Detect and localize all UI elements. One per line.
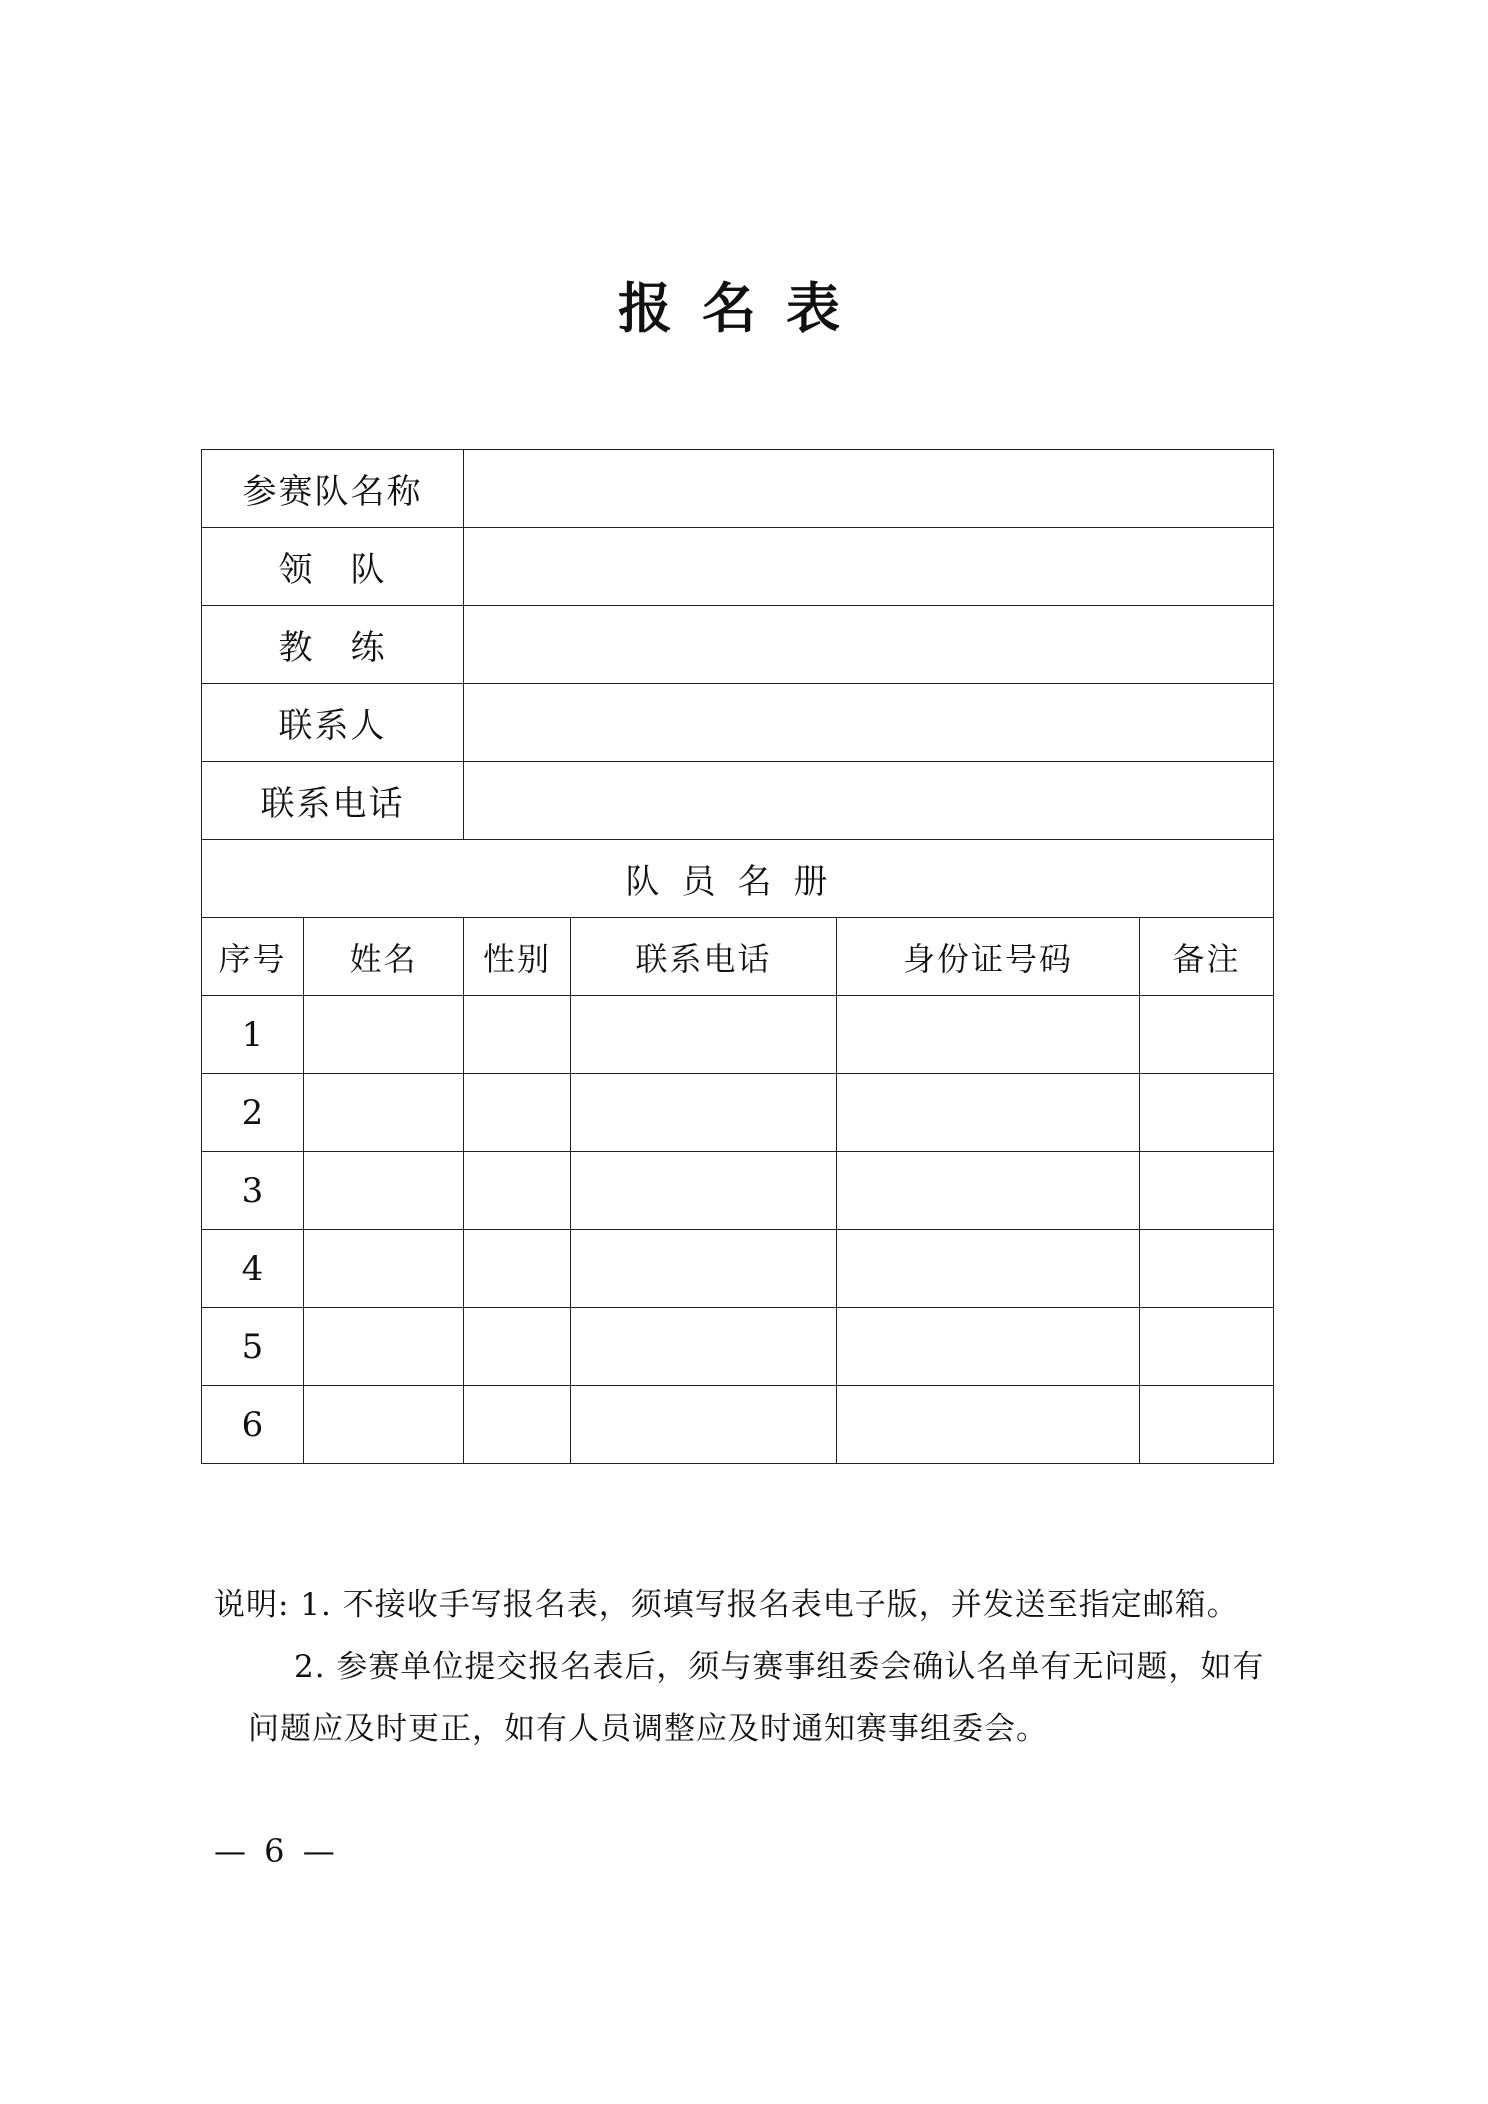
id-number-cell[interactable] xyxy=(837,1386,1140,1464)
info-row-leader xyxy=(202,528,1274,606)
gender-cell[interactable] xyxy=(464,1230,571,1308)
id-number-cell[interactable] xyxy=(837,1074,1140,1152)
row-index: 5 xyxy=(202,1308,304,1386)
header-phone: 联系电话 xyxy=(571,918,837,996)
phone-cell[interactable] xyxy=(571,1074,837,1152)
table-row xyxy=(202,1308,1274,1386)
header-id-number: 身份证号码 xyxy=(837,918,1140,996)
contact-label: 联系人 xyxy=(202,684,464,762)
leader-label: 领 队 xyxy=(202,528,464,606)
note-line-2: 2. 参赛单位提交报名表后，须与赛事组委会确认名单有无问题，如有 xyxy=(294,1649,1265,1685)
name-cell[interactable] xyxy=(304,1308,464,1386)
page-number: — 6 — xyxy=(214,1832,339,1870)
remarks-cell[interactable] xyxy=(1140,1308,1274,1386)
info-row-contact xyxy=(202,684,1274,762)
remarks-cell[interactable] xyxy=(1140,996,1274,1074)
name-cell[interactable] xyxy=(304,1386,464,1464)
coach-field[interactable] xyxy=(464,606,1274,684)
team-name-field[interactable] xyxy=(464,450,1274,528)
gender-cell[interactable] xyxy=(464,1308,571,1386)
phone-label: 联系电话 xyxy=(202,762,464,840)
header-name: 姓名 xyxy=(304,918,464,996)
remarks-cell[interactable] xyxy=(1140,1074,1274,1152)
header-index: 序号 xyxy=(202,918,304,996)
info-row-phone xyxy=(202,762,1274,840)
gender-cell[interactable] xyxy=(464,1386,571,1464)
remarks-cell[interactable] xyxy=(1140,1152,1274,1230)
gender-cell[interactable] xyxy=(464,1152,571,1230)
row-index: 6 xyxy=(202,1386,304,1464)
phone-cell[interactable] xyxy=(571,1386,837,1464)
phone-cell[interactable] xyxy=(571,996,837,1074)
remarks-cell[interactable] xyxy=(1140,1386,1274,1464)
roster-title-row xyxy=(202,840,1274,918)
gender-cell[interactable] xyxy=(464,996,571,1074)
id-number-cell[interactable] xyxy=(837,996,1140,1074)
table-row xyxy=(202,1230,1274,1308)
table-row xyxy=(202,1152,1274,1230)
info-row-team-name xyxy=(202,450,1274,528)
phone-cell[interactable] xyxy=(571,1308,837,1386)
form-title: 报名表 xyxy=(618,276,870,340)
note-line-3: 问题应及时更正，如有人员调整应及时通知赛事组委会。 xyxy=(248,1711,1048,1747)
coach-label: 教 练 xyxy=(202,606,464,684)
name-cell[interactable] xyxy=(304,1152,464,1230)
roster-header-row xyxy=(202,918,1274,996)
row-index: 4 xyxy=(202,1230,304,1308)
team-name-label: 参赛队名称 xyxy=(202,450,464,528)
id-number-cell[interactable] xyxy=(837,1230,1140,1308)
note-line-1: 说明: 1. 不接收手写报名表，须填写报名表电子版，并发送至指定邮箱。 xyxy=(214,1587,1239,1623)
notes-section xyxy=(214,1574,1294,1760)
remarks-cell[interactable] xyxy=(1140,1230,1274,1308)
roster-title: 队员名册 xyxy=(202,840,1274,918)
phone-cell[interactable] xyxy=(571,1152,837,1230)
row-index: 2 xyxy=(202,1074,304,1152)
header-remarks: 备注 xyxy=(1140,918,1274,996)
table-row xyxy=(202,996,1274,1074)
registration-table xyxy=(201,449,1274,1464)
table-row xyxy=(202,1074,1274,1152)
id-number-cell[interactable] xyxy=(837,1308,1140,1386)
phone-cell[interactable] xyxy=(571,1230,837,1308)
row-index: 1 xyxy=(202,996,304,1074)
leader-field[interactable] xyxy=(464,528,1274,606)
header-gender: 性别 xyxy=(464,918,571,996)
gender-cell[interactable] xyxy=(464,1074,571,1152)
table-row xyxy=(202,1386,1274,1464)
phone-field[interactable] xyxy=(464,762,1274,840)
name-cell[interactable] xyxy=(304,1230,464,1308)
row-index: 3 xyxy=(202,1152,304,1230)
name-cell[interactable] xyxy=(304,996,464,1074)
id-number-cell[interactable] xyxy=(837,1152,1140,1230)
name-cell[interactable] xyxy=(304,1074,464,1152)
info-row-coach xyxy=(202,606,1274,684)
contact-field[interactable] xyxy=(464,684,1274,762)
